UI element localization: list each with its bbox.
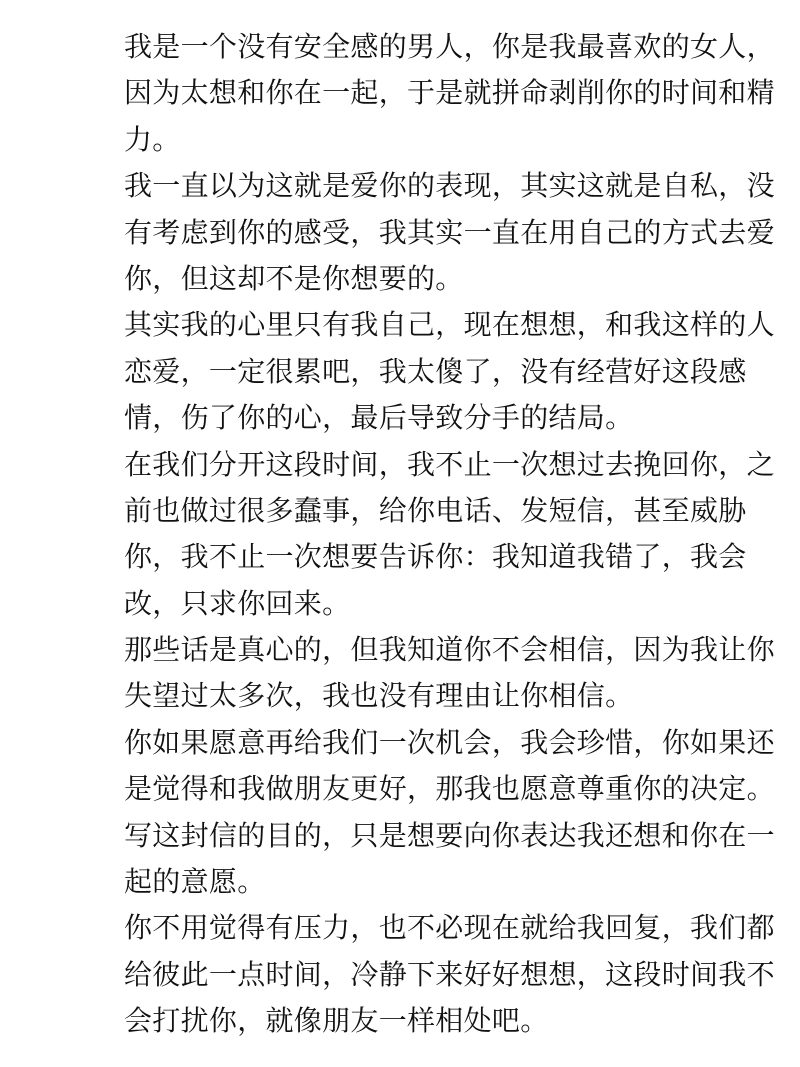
text-line: 你不用觉得有压力，也不必现在就给我回复，我们都 (124, 911, 775, 945)
text-line: 起的意愿。 (124, 865, 266, 899)
text-line: 我一直以为这就是爱你的表现，其实这就是自私，没 (124, 169, 775, 203)
text-line: 你，但这却不是你想要的。 (124, 261, 464, 295)
text-line: 你，我不止一次想要告诉你：我知道我错了，我会 (124, 540, 747, 574)
text-line: 给彼此一点时间，冷静下来好好想想，这段时间我不 (124, 957, 775, 991)
text-line: 失望过太多次，我也没有理由让你相信。 (124, 679, 634, 713)
text-line: 我是一个没有安全感的男人，你是我最喜欢的女人， (124, 30, 775, 63)
text-line: 改，只求你回来。 (124, 586, 351, 620)
text-line: 你如果愿意再给我们一次机会，我会珍惜，你如果还 (124, 725, 775, 759)
text-line: 情，伤了你的心，最后导致分手的结局。 (124, 401, 634, 435)
text-line: 会打扰你，就像朋友一样相处吧。 (124, 1004, 549, 1038)
text-line: 因为太想和你在一起，于是就拼命剥削你的时间和精 (124, 76, 775, 110)
text-line: 写这封信的目的，只是想要向你表达我还想和你在一 (124, 818, 775, 852)
text-line: 是觉得和我做朋友更好，那我也愿意尊重你的决定。 (124, 772, 775, 806)
text-line: 有考虑到你的感受，我其实一直在用自己的方式去爱 (124, 215, 775, 249)
text-line: 恋爱，一定很累吧，我太傻了，没有经营好这段感 (124, 354, 747, 388)
text-line: 前也做过很多蠢事，给你电话、发短信，甚至威胁 (124, 493, 747, 527)
text-line: 其实我的心里只有我自己，现在想想，和我这样的人 (124, 308, 775, 342)
letter-body (124, 24, 775, 1045)
text-line: 那些话是真心的，但我知道你不会相信，因为我让你 (124, 633, 775, 667)
text-line: 力。 (124, 122, 181, 156)
text-line: 在我们分开这段时间，我不止一次想过去挽回你，之 (124, 447, 775, 481)
